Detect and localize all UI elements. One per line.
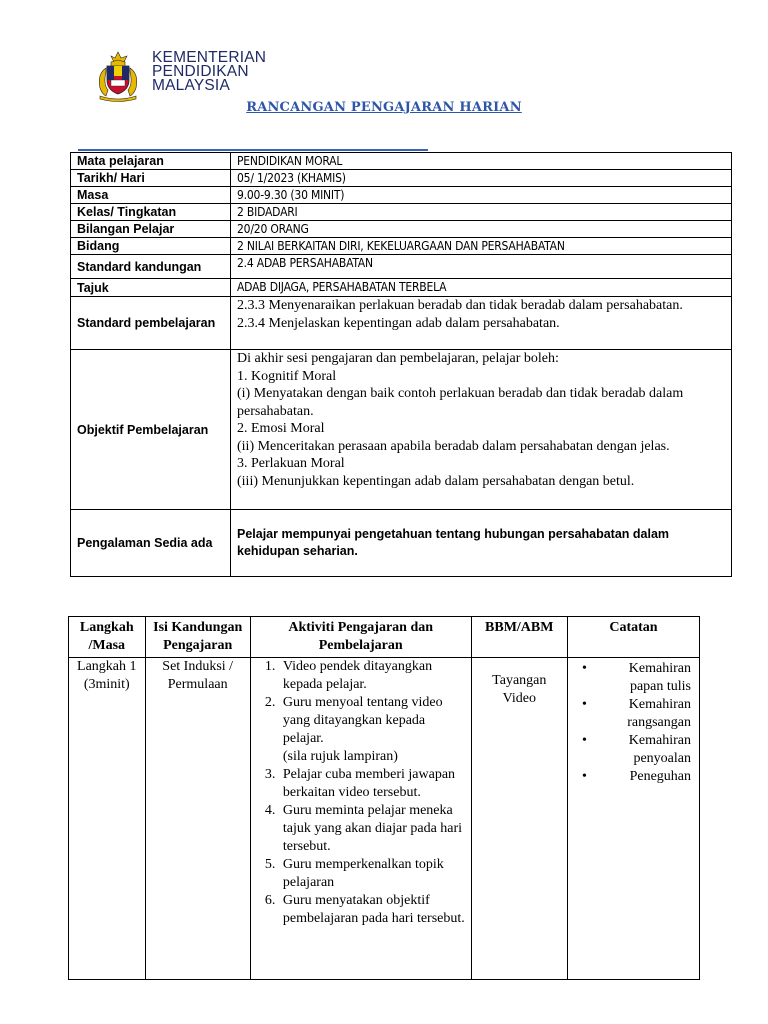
- table-row: [69, 658, 700, 980]
- lesson-info-table: [70, 152, 732, 577]
- notes-cell: [568, 658, 700, 980]
- info-label: Tajuk: [71, 279, 231, 297]
- info-value: PENDIDIKAN MORAL: [231, 153, 732, 170]
- info-label: Bilangan Pelajar: [71, 221, 231, 238]
- table-row: [71, 510, 732, 577]
- list-item: 6. Guru menyatakan objektif pembelajaran pada hari tersebut.: [279, 892, 467, 928]
- info-label: Standard pembelajaran: [71, 297, 231, 350]
- table-header-row: [69, 617, 700, 658]
- info-label: Bidang: [71, 238, 231, 255]
- list-item: 3. Pelajar cuba memberi jawapan berkaitan video tersebut.: [279, 766, 467, 802]
- list-item: • Kemahiran penyoalan: [602, 732, 695, 768]
- info-value: 2.4 ADAB PERSAHABATAN: [231, 255, 732, 279]
- activities-cell: [250, 658, 471, 980]
- ministry-line-3: MALAYSIA: [152, 77, 230, 94]
- column-header: Catatan: [568, 617, 700, 658]
- info-label: Masa: [71, 187, 231, 204]
- list-item: 1. Video pendek ditayangkan kepada pelajar.: [279, 658, 467, 694]
- ministry-line-1: KEMENTERIAN: [152, 49, 267, 66]
- notes-list: [572, 660, 695, 786]
- info-value: 2.3.3 Menyenaraikan perlakuan beradab dan tidak beradab dalam persahabatan. 2.3.4 Menjelaskan kepentingan adab dalam persahabatan.: [231, 297, 732, 350]
- table-row: [71, 297, 732, 350]
- info-value: 9.00-9.30 (30 MINIT): [231, 187, 732, 204]
- list-item: 5. Guru memperkenalkan topik pelajaran: [279, 856, 467, 892]
- bbm-value: Tayangan Video: [492, 673, 547, 706]
- bbm-cell: [471, 658, 567, 980]
- table-row: [71, 279, 732, 297]
- list-item: • Kemahiran papan tulis: [602, 660, 695, 696]
- table-row: [71, 204, 732, 221]
- table-row: [71, 187, 732, 204]
- column-header: BBM/ABM: [471, 617, 567, 658]
- list-item: 2. Guru menyoal tentang video yang ditayangkan kepada pelajar. (sila rujuk lampiran): [279, 694, 467, 766]
- info-label: Kelas/ Tingkatan: [71, 204, 231, 221]
- info-label: Pengalaman Sedia ada: [71, 510, 231, 577]
- malaysia-coat-of-arms-icon: [92, 50, 144, 102]
- list-item: • Peneguhan: [602, 768, 695, 786]
- lesson-plan-table: [68, 616, 700, 980]
- info-value: Pelajar mempunyai pengetahuan tentang hubungan persahabatan dalam kehidupan seharian.: [231, 510, 732, 577]
- content-cell: Set Induksi / Permulaan: [145, 658, 250, 980]
- table-row: [71, 170, 732, 187]
- info-value: Di akhir sesi pengajaran dan pembelajaran, pelajar boleh: 1. Kognitif Moral (i) Menyatakan dengan baik contoh perlakuan beradab dan tidak beradab dalam persahabatan. 2. Emosi Moral (ii) Menceritakan perasaan apabila beradab dalam persahabatan dengan jelas. 3. Perlakuan Moral (iii) Menunjukkan kepentingan adab dalam persahabatan dengan betul.: [231, 350, 732, 510]
- info-label: Standard kandungan: [71, 255, 231, 279]
- step-cell: [69, 658, 146, 980]
- info-label: Tarikh/ Hari: [71, 170, 231, 187]
- table-row: [71, 238, 732, 255]
- info-value: ADAB DIJAGA, PERSAHABATAN TERBELA: [231, 279, 732, 297]
- info-value: 2 NILAI BERKAITAN DIRI, KEKELUARGAAN DAN PERSAHABATAN: [231, 238, 732, 255]
- list-item: 4. Guru meminta pelajar meneka tajuk yang akan diajar pada hari tersebut.: [279, 802, 467, 856]
- activity-list: [255, 658, 467, 928]
- info-label: Objektif Pembelajaran: [71, 350, 231, 510]
- table-row: [71, 350, 732, 510]
- ministry-logo: [92, 50, 282, 102]
- table-row: [71, 153, 732, 170]
- title-divider: [78, 149, 428, 151]
- step-time: (3minit): [83, 677, 130, 692]
- info-label: Mata pelajaran: [71, 153, 231, 170]
- column-header: Isi Kandungan Pengajaran: [145, 617, 250, 658]
- step-label: Langkah 1: [77, 659, 137, 674]
- column-header: Langkah /Masa: [69, 617, 146, 658]
- column-header: Aktiviti Pengajaran dan Pembelajaran: [250, 617, 471, 658]
- ministry-name: [152, 51, 266, 93]
- info-value: 20/20 ORANG: [231, 221, 732, 238]
- info-value: 05/ 1/2023 (KHAMIS): [231, 170, 732, 187]
- list-item: • Kemahiran rangsangan: [602, 696, 695, 732]
- table-row: [71, 255, 732, 279]
- table-row: [71, 221, 732, 238]
- ministry-line-2: PENDIDIKAN: [152, 63, 249, 80]
- document-title: RANCANGAN PENGAJARAN HARIAN: [246, 100, 522, 115]
- info-value: 2 BIDADARI: [231, 204, 732, 221]
